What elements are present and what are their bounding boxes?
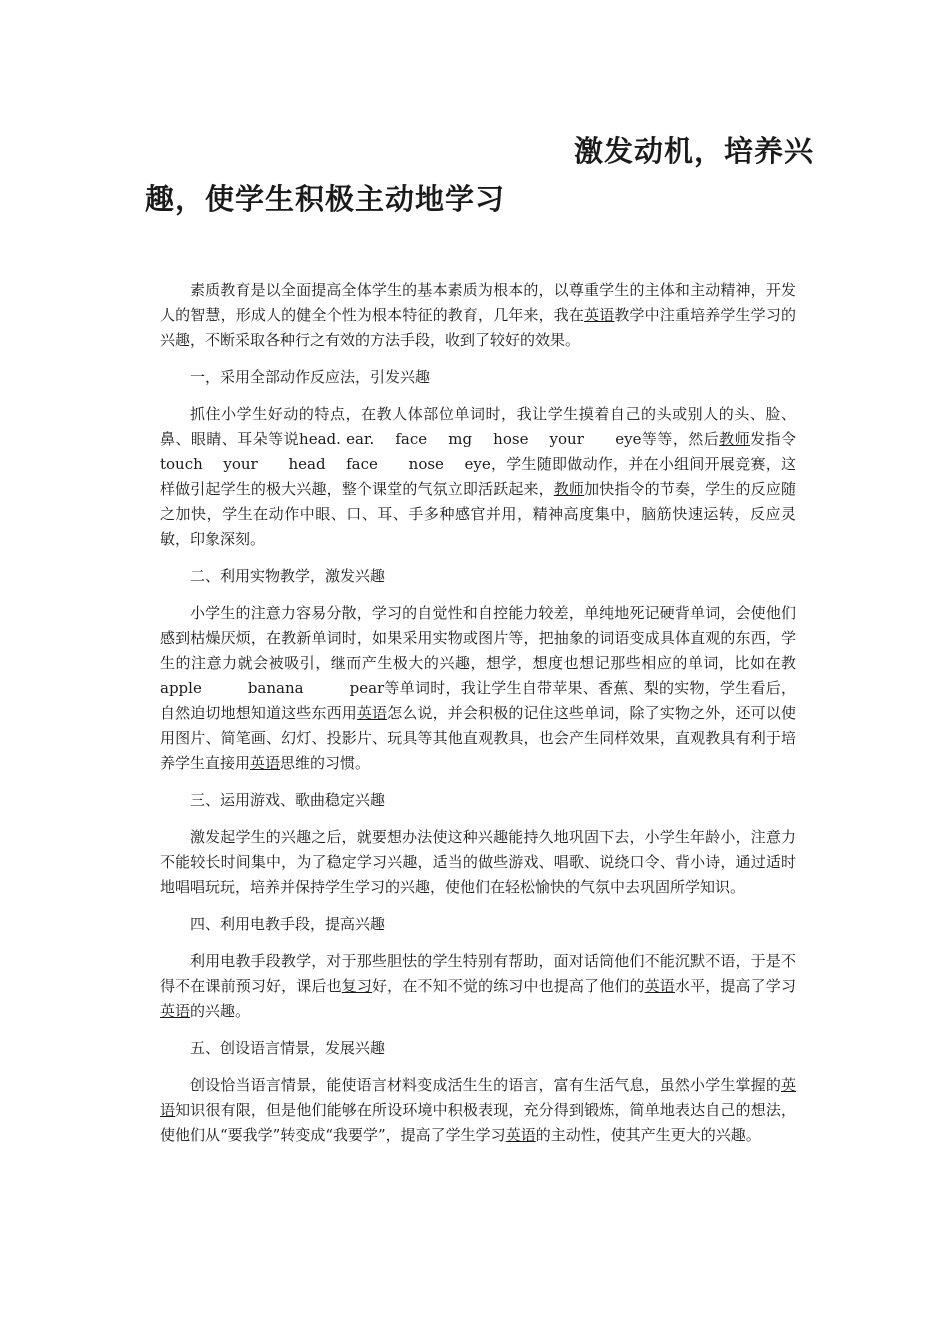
link-teacher[interactable]: 教师 <box>553 480 585 498</box>
title-line-2: 趣，使学生积极主动地学习 <box>145 182 506 216</box>
link-english[interactable]: 英语 <box>160 1076 796 1119</box>
text-run: 加快指令的节奏，学生的反应随之加快，学生在动作中眼、口、耳、手多种感官并用，精神高度集中，脑筋快速运转，反应灵敏，印象深刻。 <box>160 480 796 548</box>
link-english[interactable]: 英语 <box>250 754 281 772</box>
title-line-1: 激发动机，培养兴 <box>574 134 815 168</box>
link-english[interactable]: 英语 <box>584 306 615 324</box>
section-heading-5: 五、创设语言情景，发展兴趣 <box>190 1039 386 1057</box>
text-run: 思维的习惯。 <box>280 754 371 772</box>
section-heading-4: 四、利用电教手段，提高兴趣 <box>190 915 386 933</box>
text-run: 小学生的注意力容易分散，学习的自觉性和自控能力较差，单纯地死记硬背单词，会使他们感到枯燥厌烦，在教新单词时，如果采用实物或图片等，把抽象的词语变成具体直观的东西，学生的注意力就会被吸引，继而产生极大的兴趣，想学，想度也想记那些相应的单词，比如在教apple banana pear等单词时，我让学生自带苹果、香蕉、梨的实物，学生看后，自然迫切地想知道这些东西用 <box>160 604 796 722</box>
text-run: 水平，提高了学习 <box>674 977 796 995</box>
link-teacher[interactable]: 教师 <box>719 430 751 448</box>
section-paragraph-2 <box>160 601 796 776</box>
section-paragraph-4 <box>160 949 796 1024</box>
text-run: 创设恰当语言情景，能使语言材料变成活生生的语言，富有生活气息，虽然小学生掌握的 <box>190 1076 781 1094</box>
text-run: 利用电教手段教学，对于那些胆怯的学生特别有帮助，面对话筒他们不能沉默不语，于是不得不在课前预习好，课后也 <box>160 952 796 995</box>
link-review[interactable]: 复习 <box>341 977 373 995</box>
intro-paragraph <box>160 278 796 353</box>
text-run: 素质教育是以全面提高全体学生的基本素质为根本的，以尊重学生的主体和主动精神，开发人的智慧，形成人的健全个性为根本特征的教育，几年来，我在 <box>160 281 796 324</box>
text-run: 的兴趣。 <box>190 1002 251 1020</box>
text-run: 激发起学生的兴趣之后，就要想办法使这种兴趣能持久地巩固下去，小学生年龄小，注意力不能较长时间集中，为了稳定学习兴趣，适当的做些游戏、唱歌、说绕口令、背小诗，通过适时地唱唱玩玩，培养并保持学生学习的兴趣，使他们在轻松愉快的气氛中去巩固所学知识。 <box>160 828 796 896</box>
section-paragraph-3 <box>160 825 796 900</box>
link-english[interactable]: 英语 <box>505 1126 536 1144</box>
text-run: 好，在不知不觉的练习中也提高了他们的 <box>372 977 645 995</box>
document-body <box>160 278 796 1148</box>
text-run: 抓住小学生好动的特点，在教人体部位单词时，我让学生摸着自己的头或别人的头、脸、鼻、眼睛、耳朵等说head. ear. face mg hose your eye等等，然后 <box>160 405 796 448</box>
link-english[interactable]: 英语 <box>356 704 388 722</box>
section-heading-1: 一，采用全部动作反应法，引发兴趣 <box>190 368 431 386</box>
section-paragraph-1 <box>160 402 796 552</box>
text-run: 的主动性，使其产生更大的兴趣。 <box>535 1126 761 1144</box>
text-run: 知识很有限，但是他们能够在所设环境中积极表现，充分得到锻炼，简单地表达自己的想法，使他们从“要我学”转变成“我要学”，提高了学生学习 <box>160 1101 796 1144</box>
link-english[interactable]: 英语 <box>160 1002 191 1020</box>
text-run: 怎么说，并会积极的记住这些单词，除了实物之外，还可以使用图片、简笔画、幻灯、投影片、玩具等其他直观教具，也会产生同样效果，直观教具有利于培养学生直接用 <box>160 704 796 772</box>
section-paragraph-5 <box>160 1073 796 1148</box>
section-heading-3: 三、运用游戏、歌曲稳定兴趣 <box>190 791 386 809</box>
section-heading-2: 二、利用实物教学，激发兴趣 <box>190 567 386 585</box>
text-run: 教学中注重培养学生学习的兴趣，不断采取各种行之有效的方法手段，收到了较好的效果。 <box>160 306 796 349</box>
text-run: 发指令touch your head face nose eye，学生随即做动作，并在小组间开展竞赛，这样做引起学生的极大兴趣，整个课堂的气氛立即活跃起来， <box>160 430 796 498</box>
link-english[interactable]: 英语 <box>644 977 675 995</box>
